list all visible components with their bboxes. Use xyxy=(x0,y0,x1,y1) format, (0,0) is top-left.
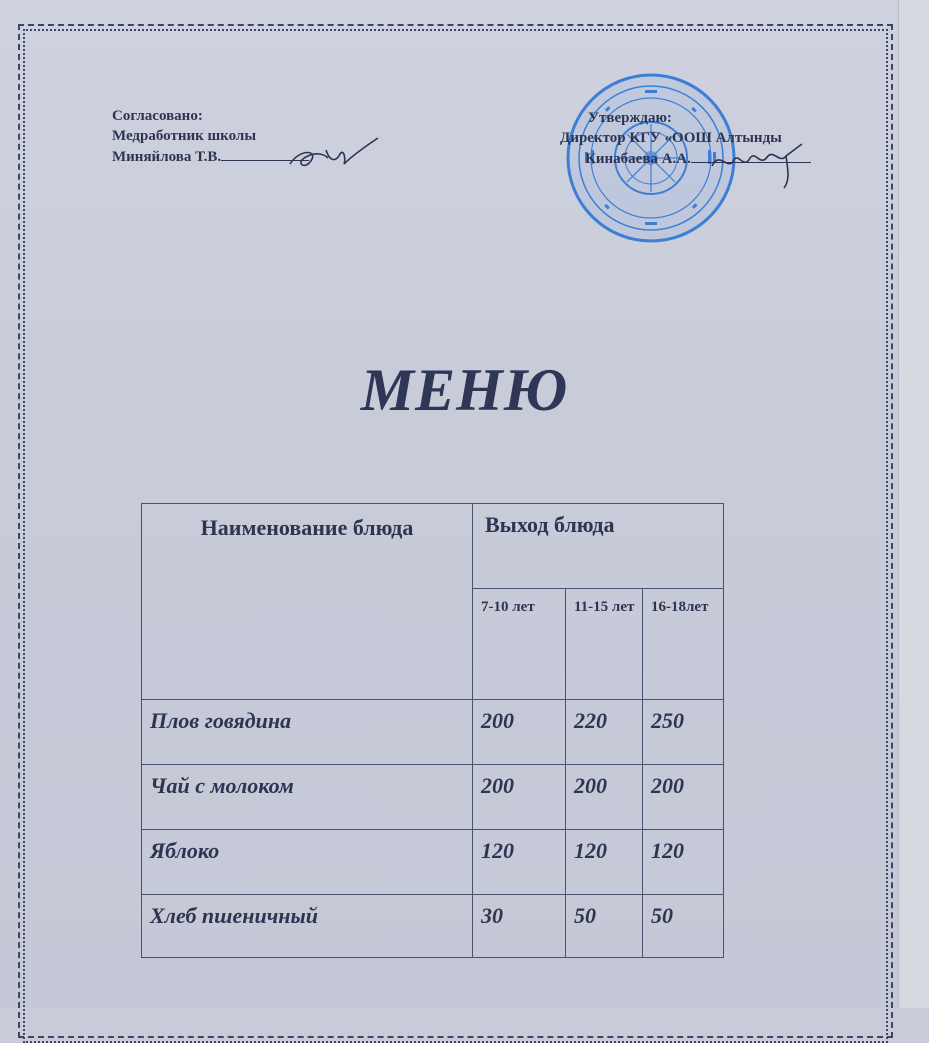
dish-value: 120 xyxy=(643,830,724,895)
adjacent-sheet xyxy=(898,0,929,1008)
dish-value: 120 xyxy=(473,830,566,895)
dish-value: 220 xyxy=(566,700,643,765)
dish-name: Плов говядина xyxy=(142,700,473,765)
signature-left-icon xyxy=(280,128,390,178)
dish-value: 250 xyxy=(643,700,724,765)
menu-table xyxy=(141,503,724,958)
header-age-group: 7-10 лет xyxy=(473,589,566,700)
dish-value: 200 xyxy=(566,765,643,830)
approval-right-position: Директор КГУ «ООШ Алтынды xyxy=(560,130,782,146)
table-row xyxy=(142,830,724,895)
header-age-group: 16-18лет xyxy=(643,589,724,700)
approval-left-person: Миняйлова Т.В. xyxy=(112,146,309,167)
approval-right-heading: Утверждаю: xyxy=(588,110,672,126)
dish-name: Яблоко xyxy=(142,830,473,895)
dish-name: Чай с молоком xyxy=(142,765,473,830)
dish-value: 200 xyxy=(473,765,566,830)
signature-right-icon xyxy=(706,136,826,192)
header-dish-name: Наименование блюда xyxy=(142,504,473,700)
dish-value: 200 xyxy=(473,700,566,765)
dish-value: 120 xyxy=(566,830,643,895)
dish-name: Хлеб пшеничный xyxy=(142,895,473,958)
header-age-group: 11-15 лет xyxy=(566,589,643,700)
dish-value: 50 xyxy=(566,895,643,958)
table-row xyxy=(142,765,724,830)
header-output: Выход блюда xyxy=(473,504,724,589)
dish-value: 30 xyxy=(473,895,566,958)
table-row xyxy=(142,895,724,958)
table-row xyxy=(142,700,724,765)
dish-value: 50 xyxy=(643,895,724,958)
approval-right-person: Кинабаева А.А. xyxy=(560,148,811,169)
page-title: МЕНЮ xyxy=(360,357,569,423)
approval-left-position: Медработник школы xyxy=(112,128,257,144)
dish-value: 200 xyxy=(643,765,724,830)
approval-left-heading: Согласовано: xyxy=(112,108,203,124)
